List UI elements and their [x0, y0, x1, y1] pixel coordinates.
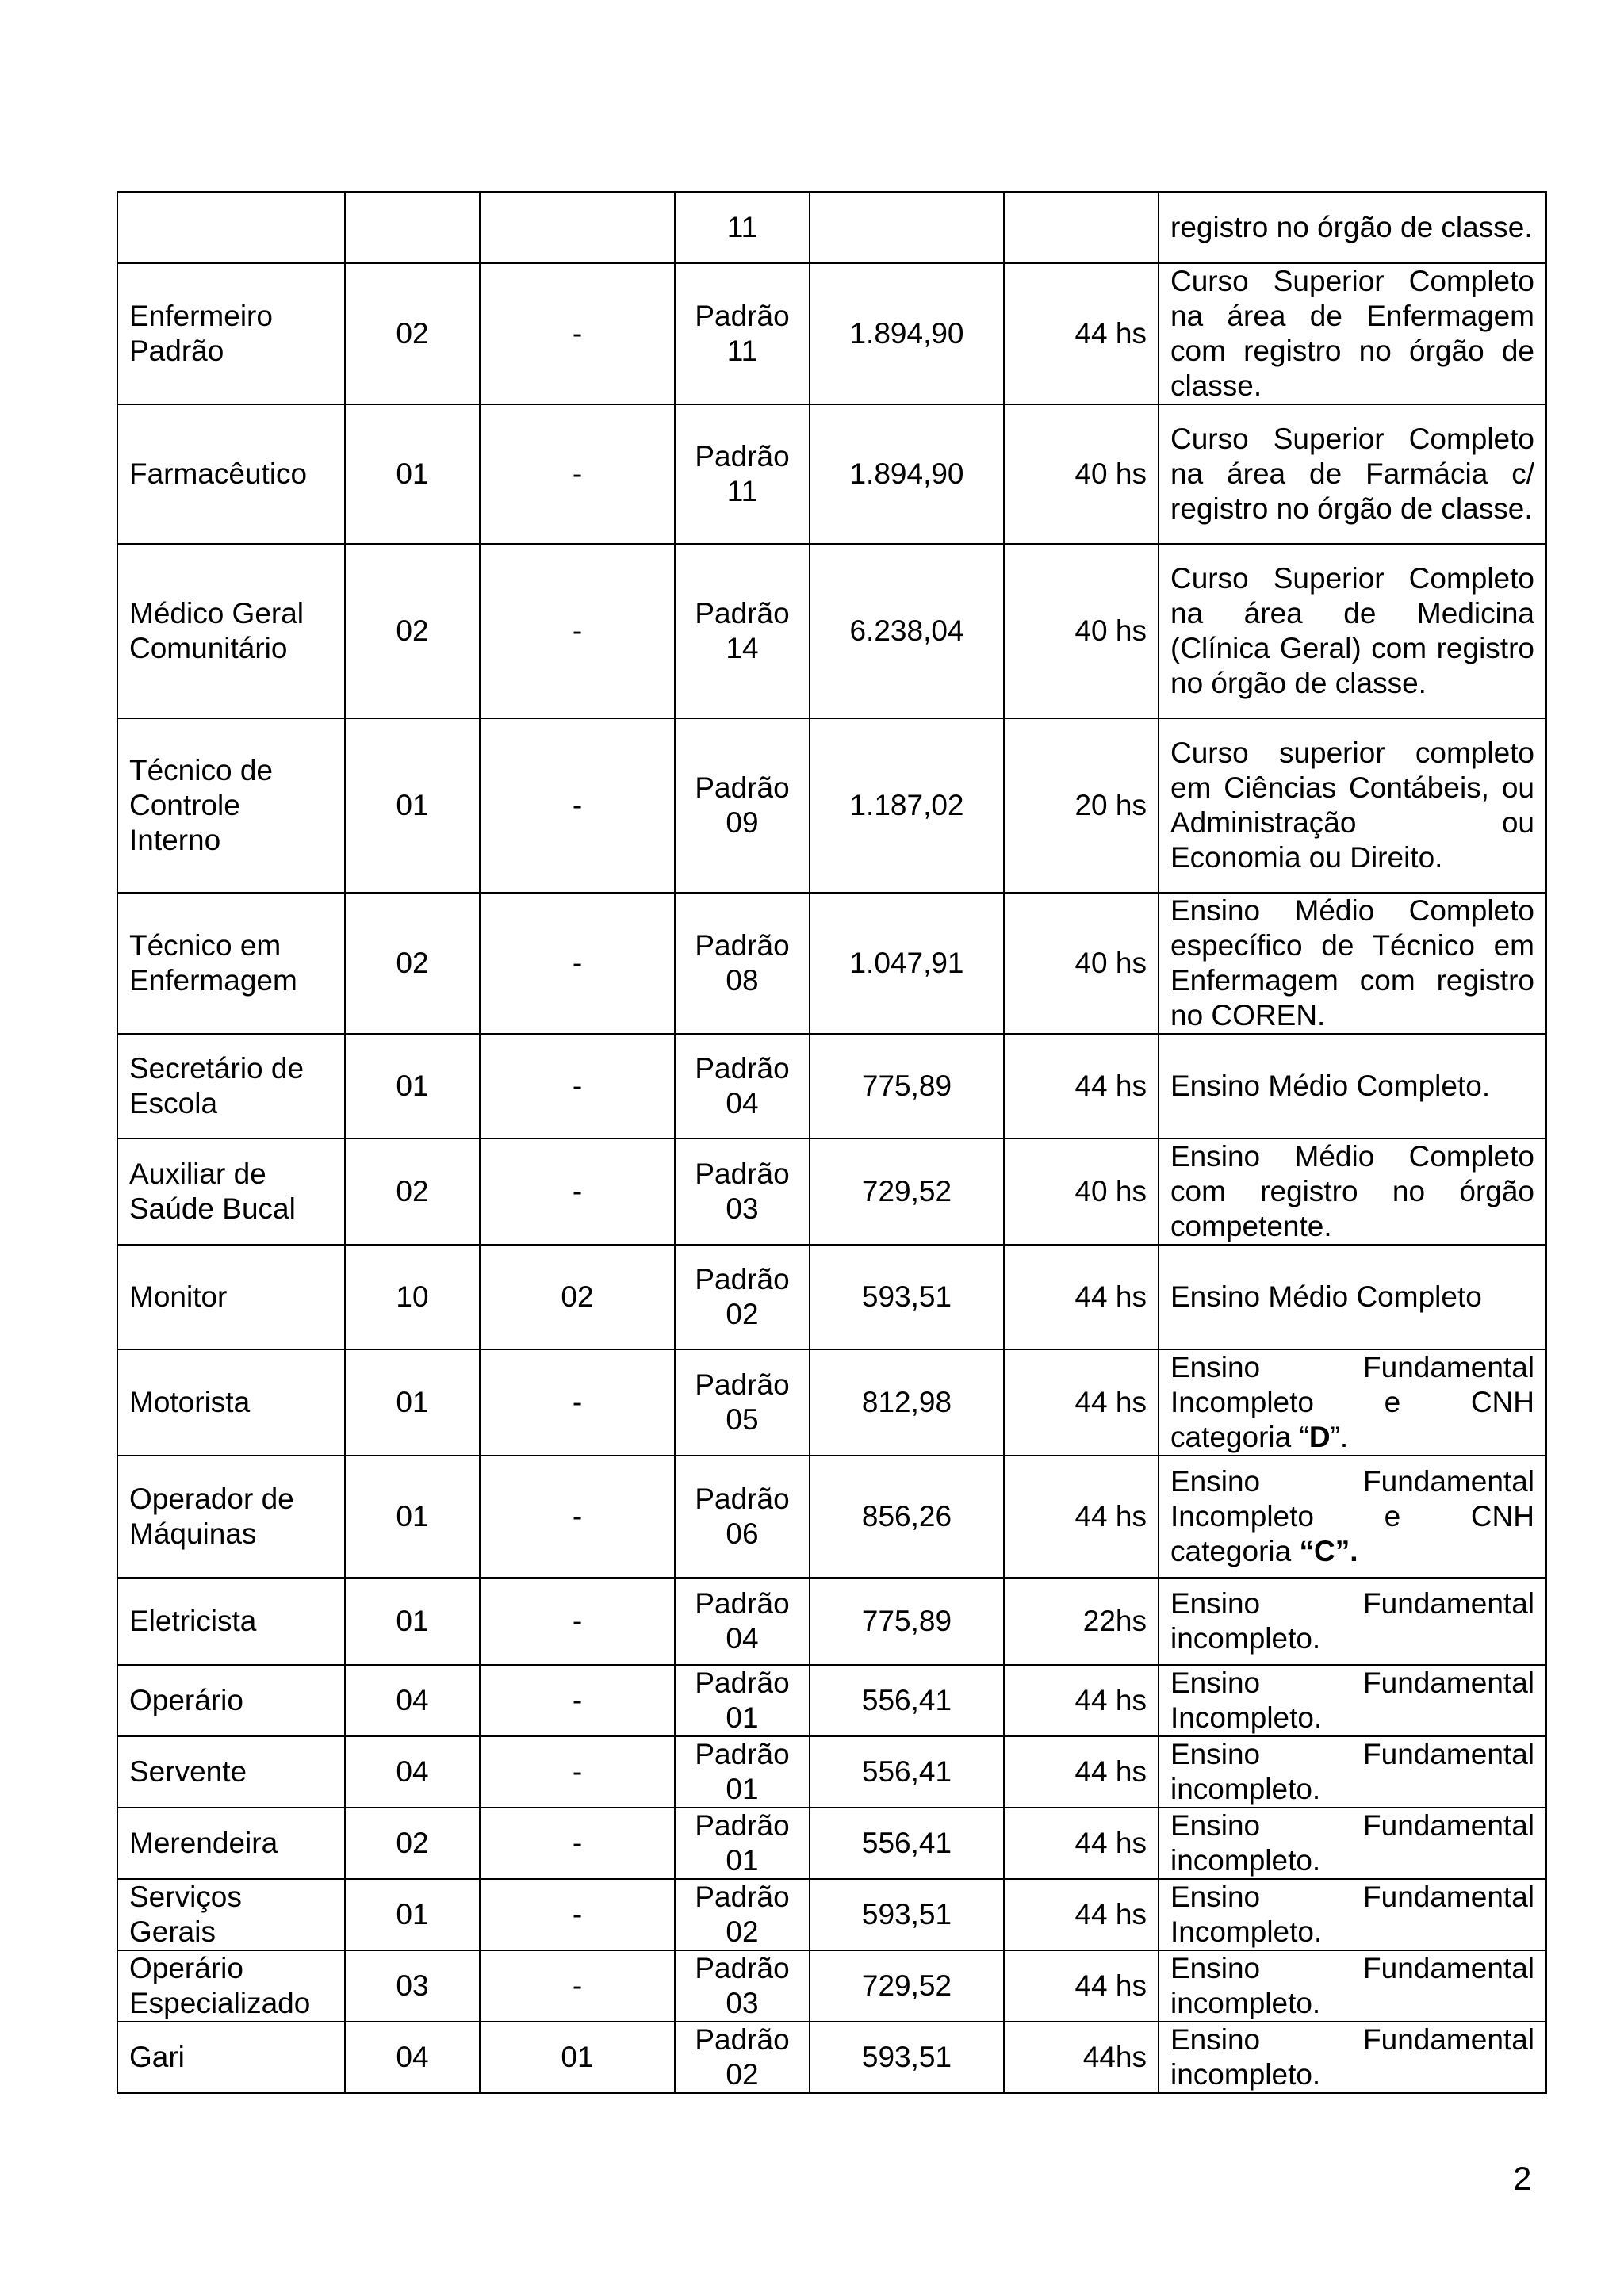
- vacancies-cell: 01: [345, 1578, 480, 1665]
- vacancies-cell: 02: [345, 263, 480, 404]
- salary-cell: 1.894,90: [810, 263, 1004, 404]
- level-cell: [675, 1578, 810, 1665]
- table-row: [117, 1950, 1546, 2022]
- table-row: [117, 893, 1546, 1034]
- hours-cell: 44 hs: [1004, 1808, 1159, 1879]
- vacancies-cell: 01: [345, 718, 480, 893]
- level-line: Padrão: [695, 1738, 790, 1770]
- level-cell: [675, 1034, 810, 1138]
- level-line: Padrão: [695, 1667, 790, 1699]
- reserve-cell: -: [480, 1138, 675, 1245]
- level-cell: [675, 718, 810, 893]
- level-line: 01: [726, 1701, 759, 1734]
- role-cell: Operário: [117, 1665, 345, 1736]
- level-cell: [675, 1456, 810, 1578]
- salary-cell: 593,51: [810, 1245, 1004, 1349]
- salary-cell: [810, 192, 1004, 263]
- role-cell: Auxiliar de Saúde Bucal: [117, 1138, 345, 1245]
- role-cell: [117, 192, 345, 263]
- vacancies-cell: 02: [345, 893, 480, 1034]
- role-cell: Merendeira: [117, 1808, 345, 1879]
- table-row: [117, 1879, 1546, 1950]
- requirement-category: “C”.: [1299, 1535, 1358, 1567]
- role-cell: Gari: [117, 2022, 345, 2093]
- level-cell: [675, 1349, 810, 1456]
- role-cell: Enfermeiro Padrão: [117, 263, 345, 404]
- level-line: Padrão: [695, 1952, 790, 1984]
- hours-cell: 44 hs: [1004, 1879, 1159, 1950]
- level-line: 01: [726, 1844, 759, 1877]
- level-line: 08: [726, 964, 759, 997]
- hours-cell: 40 hs: [1004, 893, 1159, 1034]
- vacancies-cell: 04: [345, 2022, 480, 2093]
- hours-cell: 44 hs: [1004, 1245, 1159, 1349]
- requirement-cell: [1159, 1138, 1546, 1245]
- requirement-cell: [1159, 1578, 1546, 1665]
- level-cell: [675, 1950, 810, 2022]
- role-cell: Técnico de Controle Interno: [117, 718, 345, 893]
- hours-cell: 44 hs: [1004, 263, 1159, 404]
- requirement-category: D: [1308, 1421, 1331, 1453]
- level-cell: [675, 404, 810, 544]
- vacancies-cell: [345, 192, 480, 263]
- level-line: Padrão: [695, 440, 790, 473]
- hours-cell: 44 hs: [1004, 1950, 1159, 2022]
- requirement-text: Ensino Fundamental Incompleto e CNH categoria: [1170, 1465, 1534, 1567]
- level-line: Padrão: [695, 1052, 790, 1085]
- salary-cell: 556,41: [810, 1736, 1004, 1808]
- requirement-cell: [1159, 192, 1546, 263]
- reserve-cell: -: [480, 263, 675, 404]
- vacancies-cell: 04: [345, 1736, 480, 1808]
- salary-cell: 556,41: [810, 1665, 1004, 1736]
- salary-cell: 1.047,91: [810, 893, 1004, 1034]
- table-row: [117, 1665, 1546, 1736]
- level-cell: [675, 1808, 810, 1879]
- table-body: [117, 192, 1546, 2093]
- requirement-text: Curso Superior Completo na área de Medicina (Clínica Geral) com registro no órgão de classe.: [1170, 562, 1534, 699]
- requirement-text: Ensino Médio Completo: [1170, 1280, 1482, 1313]
- hours-cell: 20 hs: [1004, 718, 1159, 893]
- hours-cell: 44 hs: [1004, 1665, 1159, 1736]
- table-row: [117, 544, 1546, 718]
- table-row: [117, 1578, 1546, 1665]
- level-line: 05: [726, 1403, 759, 1436]
- reserve-cell: -: [480, 404, 675, 544]
- requirement-text: Ensino Fundamental incompleto.: [1170, 1738, 1534, 1805]
- salary-cell: 729,52: [810, 1138, 1004, 1245]
- requirement-tail: ”.: [1330, 1421, 1349, 1453]
- requirement-cell: [1159, 1034, 1546, 1138]
- level-cell: [675, 544, 810, 718]
- role-cell: Serviços Gerais: [117, 1879, 345, 1950]
- requirement-text: Ensino Fundamental incompleto.: [1170, 2023, 1534, 2091]
- requirement-text: Ensino Médio Completo específico de Técnico em Enfermagem com registro no COREN.: [1170, 894, 1534, 1031]
- level-line: 09: [726, 806, 759, 839]
- role-cell: Servente: [117, 1736, 345, 1808]
- reserve-cell: -: [480, 1879, 675, 1950]
- vacancies-cell: 04: [345, 1665, 480, 1736]
- level-line: 03: [726, 1192, 759, 1225]
- level-line: 03: [726, 1987, 759, 2019]
- hours-cell: [1004, 192, 1159, 263]
- vacancies-cell: 10: [345, 1245, 480, 1349]
- reserve-cell: 02: [480, 1245, 675, 1349]
- reserve-cell: -: [480, 718, 675, 893]
- level-line: 04: [726, 1087, 759, 1119]
- requirement-cell: [1159, 1665, 1546, 1736]
- table-row: [117, 263, 1546, 404]
- level-line: 02: [726, 1915, 759, 1948]
- requirement-text: Ensino Fundamental incompleto.: [1170, 1952, 1534, 2019]
- salary-cell: 1.187,02: [810, 718, 1004, 893]
- hours-cell: 40 hs: [1004, 1138, 1159, 1245]
- level-cell: [675, 192, 810, 263]
- table-row: [117, 1808, 1546, 1879]
- level-line: Padrão: [695, 1263, 790, 1295]
- level-cell: [675, 2022, 810, 2093]
- reserve-cell: 01: [480, 2022, 675, 2093]
- role-cell: Operário Especializado: [117, 1950, 345, 2022]
- role-cell: Monitor: [117, 1245, 345, 1349]
- hours-cell: 44 hs: [1004, 1034, 1159, 1138]
- requirement-text: Ensino Fundamental Incompleto.: [1170, 1667, 1534, 1734]
- reserve-cell: -: [480, 1736, 675, 1808]
- level-line: 02: [726, 2058, 759, 2091]
- level-cell: [675, 1665, 810, 1736]
- role-cell: Eletricista: [117, 1578, 345, 1665]
- level-line: Padrão: [695, 1809, 790, 1842]
- level-line: Padrão: [695, 1587, 790, 1620]
- reserve-cell: -: [480, 1808, 675, 1879]
- vacancies-cell: 01: [345, 404, 480, 544]
- salary-cell: 729,52: [810, 1950, 1004, 2022]
- salary-cell: 812,98: [810, 1349, 1004, 1456]
- role-cell: Médico Geral Comunitário: [117, 544, 345, 718]
- hours-cell: 44 hs: [1004, 1349, 1159, 1456]
- hours-cell: 22hs: [1004, 1578, 1159, 1665]
- requirement-text: Ensino Fundamental Incompleto.: [1170, 1881, 1534, 1948]
- reserve-cell: -: [480, 1665, 675, 1736]
- requirement-text: Curso Superior Completo na área de Enfermagem com registro no órgão de classe.: [1170, 265, 1534, 402]
- reserve-cell: [480, 192, 675, 263]
- reserve-cell: -: [480, 1456, 675, 1578]
- requirement-cell: [1159, 404, 1546, 544]
- vacancies-cell: 01: [345, 1879, 480, 1950]
- page-number: 2: [1513, 2160, 1532, 2197]
- level-line: 11: [726, 211, 758, 243]
- level-line: Padrão: [695, 1368, 790, 1401]
- level-line: Padrão: [695, 929, 790, 962]
- level-cell: [675, 263, 810, 404]
- vacancies-cell: 01: [345, 1456, 480, 1578]
- salary-cell: 1.894,90: [810, 404, 1004, 544]
- requirement-cell: [1159, 1349, 1546, 1456]
- salary-cell: 593,51: [810, 2022, 1004, 2093]
- requirement-cell: [1159, 1456, 1546, 1578]
- requirement-text: Ensino Fundamental Incompleto e CNH categoria “: [1170, 1351, 1534, 1453]
- requirement-text: Ensino Médio Completo.: [1170, 1070, 1491, 1102]
- requirement-cell: [1159, 1879, 1546, 1950]
- role-cell: Farmacêutico: [117, 404, 345, 544]
- vacancies-cell: 02: [345, 544, 480, 718]
- role-cell: Motorista: [117, 1349, 345, 1456]
- reserve-cell: -: [480, 1950, 675, 2022]
- salary-cell: 856,26: [810, 1456, 1004, 1578]
- level-line: 02: [726, 1298, 759, 1330]
- vacancies-cell: 02: [345, 1138, 480, 1245]
- level-line: Padrão: [695, 771, 790, 804]
- requirement-text: registro no órgão de classe.: [1170, 211, 1533, 243]
- level-line: 06: [726, 1517, 759, 1550]
- table-row: [117, 1736, 1546, 1808]
- reserve-cell: -: [480, 1578, 675, 1665]
- level-line: Padrão: [695, 2023, 790, 2056]
- hours-cell: 40 hs: [1004, 544, 1159, 718]
- salary-cell: 6.238,04: [810, 544, 1004, 718]
- hours-cell: 40 hs: [1004, 404, 1159, 544]
- vacancies-cell: 01: [345, 1349, 480, 1456]
- level-cell: [675, 1879, 810, 1950]
- requirement-cell: [1159, 1245, 1546, 1349]
- table-row: [117, 1456, 1546, 1578]
- role-cell: Secretário de Escola: [117, 1034, 345, 1138]
- reserve-cell: -: [480, 893, 675, 1034]
- level-line: 14: [726, 632, 759, 664]
- level-line: Padrão: [695, 1881, 790, 1913]
- table-row: [117, 1245, 1546, 1349]
- table-row: [117, 2022, 1546, 2093]
- level-cell: [675, 1736, 810, 1808]
- salary-cell: 775,89: [810, 1034, 1004, 1138]
- table-row: [117, 404, 1546, 544]
- hours-cell: 44 hs: [1004, 1736, 1159, 1808]
- role-cell: Operador de Máquinas: [117, 1456, 345, 1578]
- level-cell: [675, 1245, 810, 1349]
- positions-table: [117, 191, 1547, 2094]
- table-row: [117, 192, 1546, 263]
- requirement-cell: [1159, 2022, 1546, 2093]
- level-line: 04: [726, 1622, 759, 1655]
- role-cell: Técnico em Enfermagem: [117, 893, 345, 1034]
- requirement-text: Ensino Fundamental incompleto.: [1170, 1809, 1534, 1877]
- requirement-text: Ensino Fundamental incompleto.: [1170, 1587, 1534, 1655]
- level-line: Padrão: [695, 300, 790, 332]
- reserve-cell: -: [480, 1034, 675, 1138]
- hours-cell: 44hs: [1004, 2022, 1159, 2093]
- vacancies-cell: 02: [345, 1808, 480, 1879]
- salary-cell: 556,41: [810, 1808, 1004, 1879]
- level-line: 11: [726, 475, 758, 507]
- hours-cell: 44 hs: [1004, 1456, 1159, 1578]
- level-line: 01: [726, 1773, 759, 1805]
- level-line: Padrão: [695, 1483, 790, 1515]
- vacancies-cell: 03: [345, 1950, 480, 2022]
- table-row: [117, 1349, 1546, 1456]
- requirement-cell: [1159, 1808, 1546, 1879]
- level-line: Padrão: [695, 597, 790, 629]
- requirement-cell: [1159, 263, 1546, 404]
- level-line: 11: [726, 335, 758, 367]
- requirement-text: Curso superior completo em Ciências Contábeis, ou Administração ou Economia ou Direito.: [1170, 737, 1534, 874]
- requirement-text: Ensino Médio Completo com registro no órgão competente.: [1170, 1140, 1534, 1242]
- requirement-cell: [1159, 1736, 1546, 1808]
- table-row: [117, 718, 1546, 893]
- table-row: [117, 1034, 1546, 1138]
- requirement-cell: [1159, 718, 1546, 893]
- level-line: Padrão: [695, 1158, 790, 1190]
- requirement-cell: [1159, 544, 1546, 718]
- reserve-cell: -: [480, 1349, 675, 1456]
- requirement-cell: [1159, 893, 1546, 1034]
- level-cell: [675, 1138, 810, 1245]
- level-cell: [675, 893, 810, 1034]
- vacancies-cell: 01: [345, 1034, 480, 1138]
- salary-cell: 775,89: [810, 1578, 1004, 1665]
- reserve-cell: -: [480, 544, 675, 718]
- requirement-cell: [1159, 1950, 1546, 2022]
- requirement-text: Curso Superior Completo na área de Farmácia c/ registro no órgão de classe.: [1170, 423, 1534, 525]
- table-row: [117, 1138, 1546, 1245]
- salary-cell: 593,51: [810, 1879, 1004, 1950]
